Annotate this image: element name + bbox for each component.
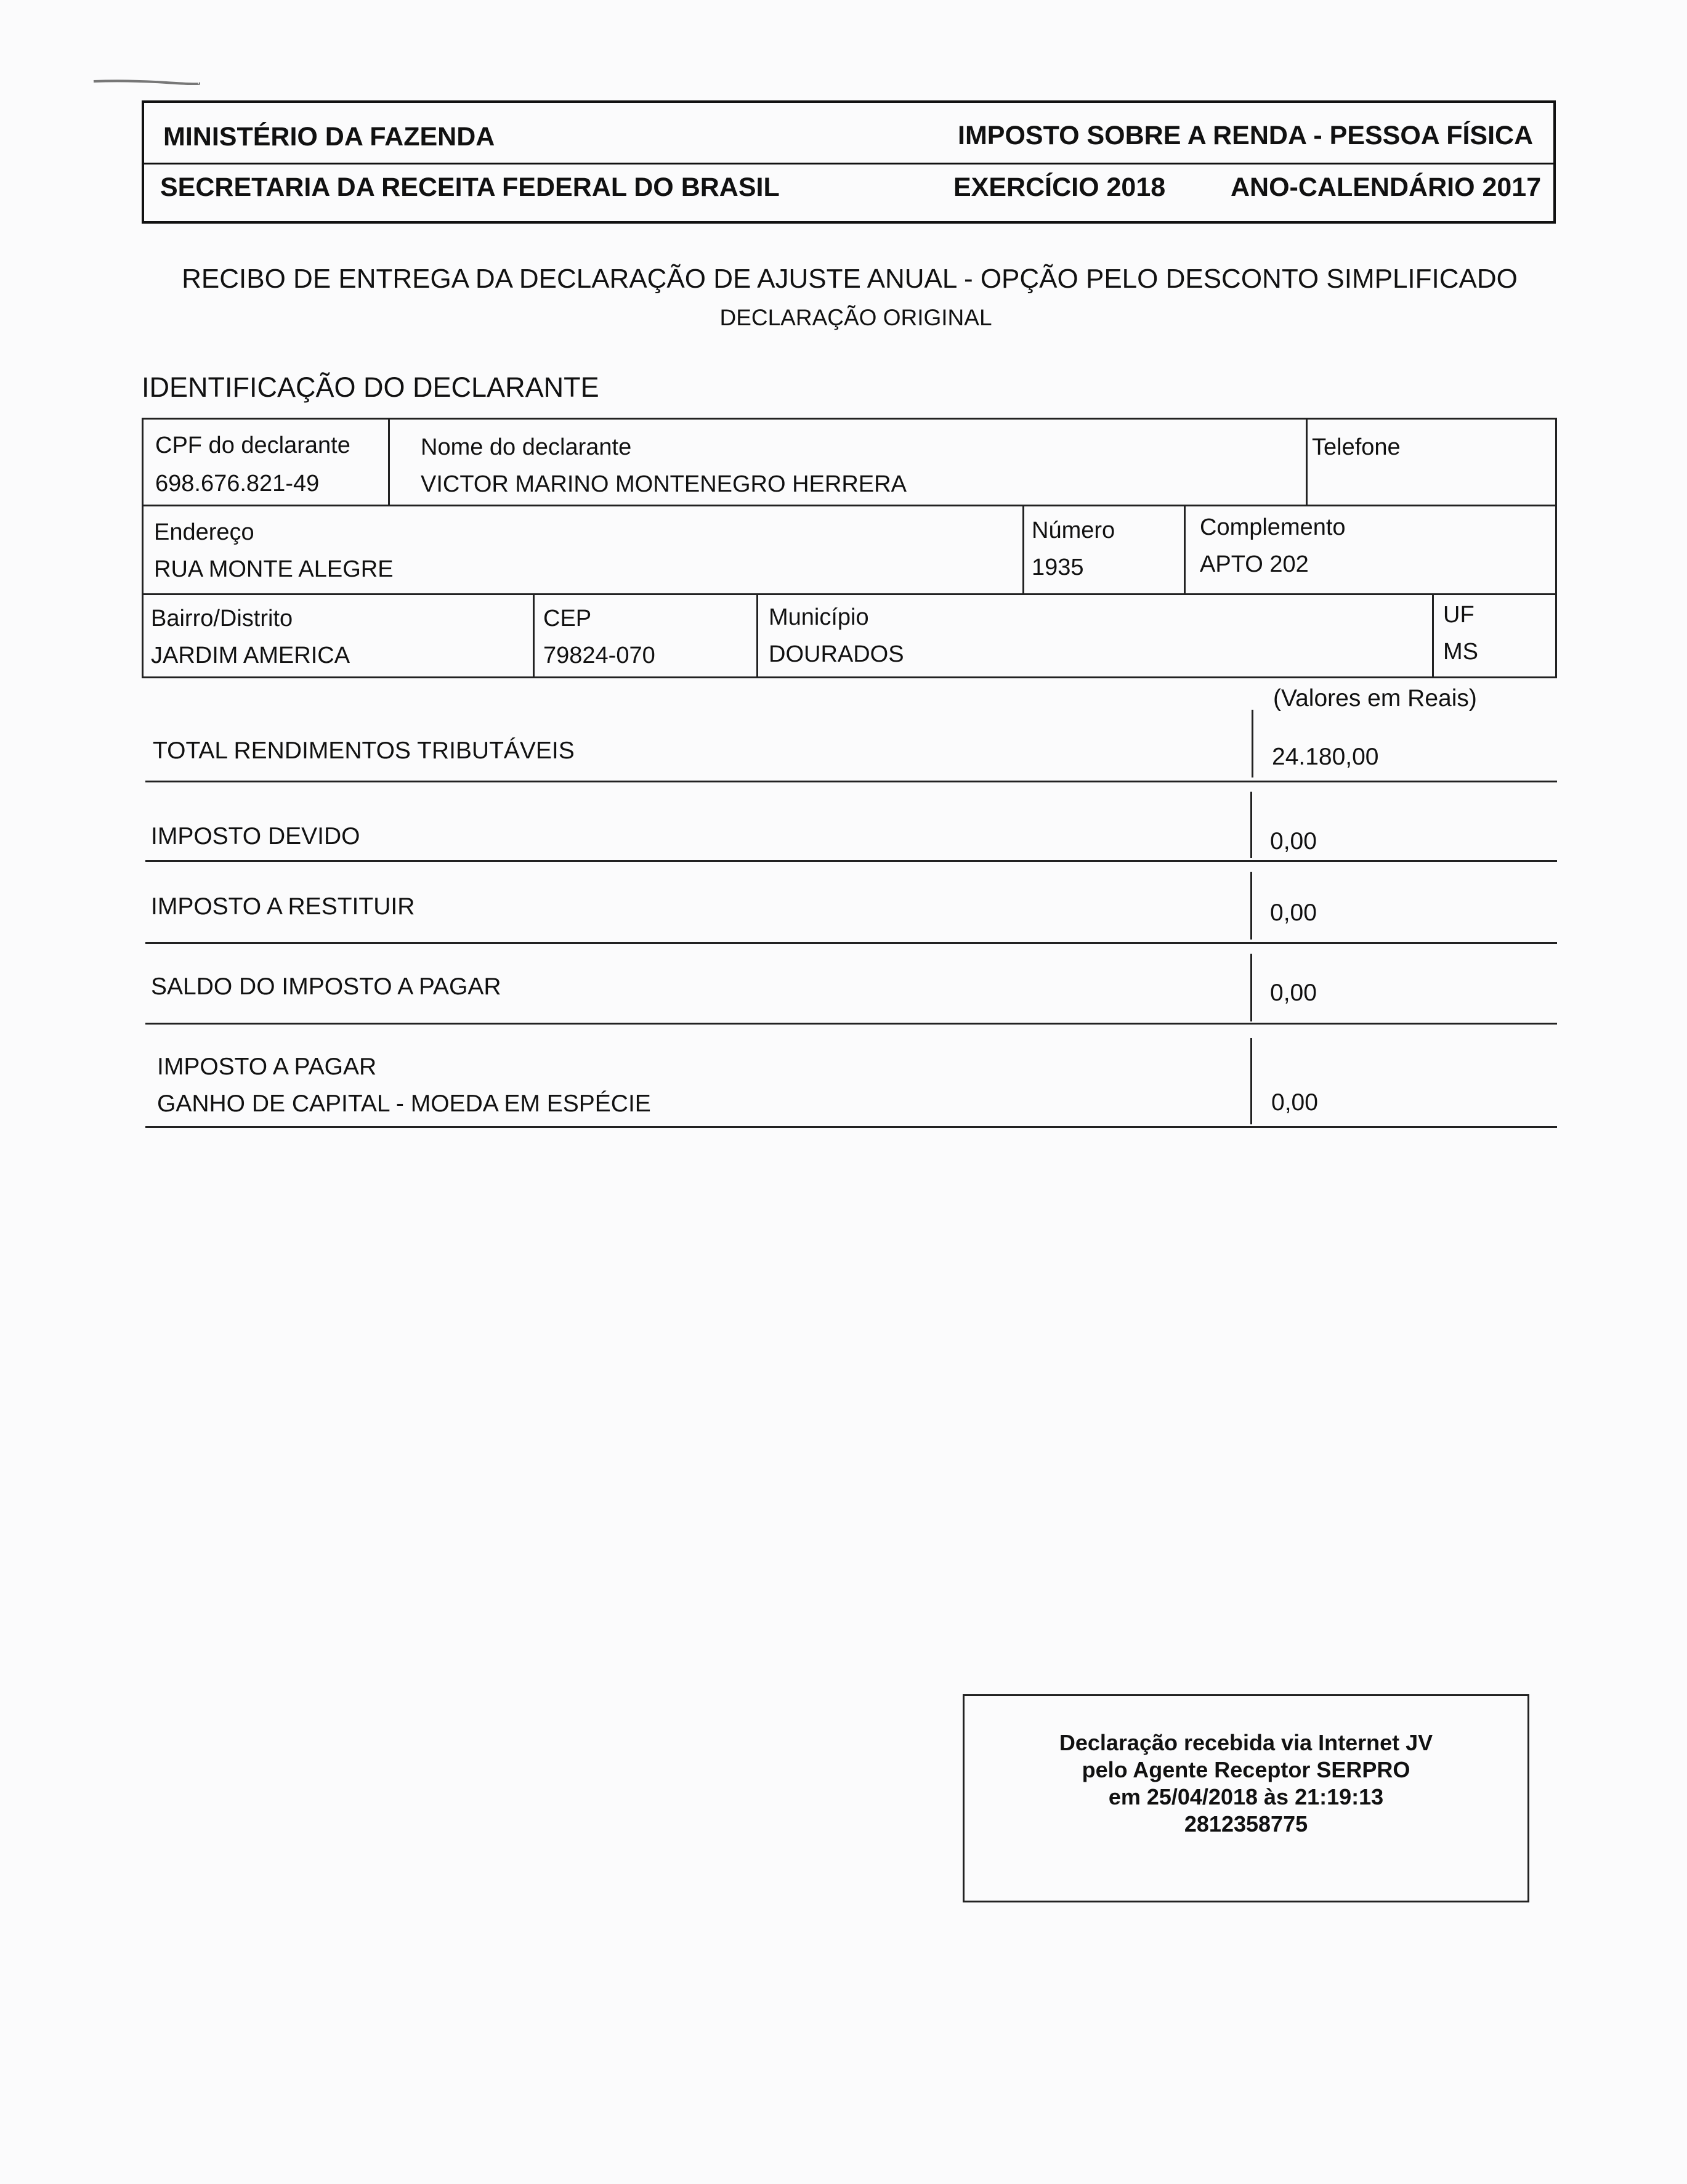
- column-divider: [533, 595, 535, 676]
- district-label: Bairro/Distrito: [151, 606, 293, 631]
- column-divider: [1432, 595, 1434, 676]
- row-divider: [145, 781, 1557, 782]
- value-divider: [1250, 954, 1252, 1021]
- tax-balance-due-value: 0,00: [1270, 980, 1317, 1006]
- identification-section-title: IDENTIFICAÇÃO DO DECLARANTE: [142, 371, 599, 403]
- secretariat-label: SECRETARIA DA RECEITA FEDERAL DO BRASIL: [160, 173, 780, 202]
- city-label: Município: [769, 604, 869, 630]
- cpf-value: 698.676.821-49: [155, 471, 320, 497]
- city-value: DOURADOS: [769, 641, 904, 667]
- number-label: Número: [1032, 518, 1115, 543]
- table-row-divider: [142, 505, 1557, 506]
- name-label: Nome do declarante: [421, 434, 632, 460]
- complement-label: Complemento: [1200, 514, 1346, 540]
- cpf-label: CPF do declarante: [155, 432, 350, 458]
- document-title: RECIBO DE ENTREGA DA DECLARAÇÃO DE AJUSTE ANUAL - OPÇÃO PELO DESCONTO SIMPLIFICADO: [182, 264, 1518, 294]
- value-divider: [1250, 872, 1252, 940]
- table-border-right: [1555, 418, 1557, 678]
- header-divider: [142, 163, 1556, 164]
- row-divider: [145, 942, 1557, 944]
- row-divider: [145, 1126, 1557, 1128]
- receipt-line-2: pelo Agente Receptor SERPRO: [1082, 1757, 1410, 1782]
- capital-gain-label-line1: IMPOSTO A PAGAR: [157, 1053, 377, 1080]
- row-divider: [145, 860, 1557, 862]
- document-subtitle: DECLARAÇÃO ORIGINAL: [719, 305, 992, 330]
- exercise-label: EXERCÍCIO 2018: [953, 173, 1166, 202]
- ministry-label: MINISTÉRIO DA FAZENDA: [163, 122, 495, 152]
- cep-label: CEP: [543, 606, 592, 631]
- row-divider: [145, 1023, 1557, 1025]
- number-value: 1935: [1032, 554, 1084, 580]
- uf-value: MS: [1443, 639, 1478, 665]
- address-label: Endereço: [154, 519, 254, 545]
- total-taxable-income-label: TOTAL RENDIMENTOS TRIBUTÁVEIS: [153, 737, 575, 764]
- tax-refund-label: IMPOSTO A RESTITUIR: [151, 893, 415, 920]
- uf-label: UF: [1443, 602, 1475, 628]
- receipt-line-3: em 25/04/2018 às 21:19:13: [1108, 1784, 1384, 1809]
- table-row-divider: [142, 593, 1557, 595]
- tax-balance-due-label: SALDO DO IMPOSTO A PAGAR: [151, 973, 501, 1000]
- currency-note: (Valores em Reais): [1273, 685, 1477, 712]
- phone-label: Telefone: [1312, 434, 1401, 460]
- value-divider: [1250, 1038, 1252, 1124]
- tax-due-label: IMPOSTO DEVIDO: [151, 823, 360, 850]
- value-divider: [1252, 710, 1253, 777]
- value-divider: [1250, 792, 1252, 858]
- receipt-line-4: 2812358775: [1184, 1811, 1308, 1837]
- column-divider: [388, 418, 390, 505]
- district-value: JARDIM AMERICA: [151, 643, 350, 668]
- header-box: [142, 100, 1556, 224]
- capital-gain-label-line2: GANHO DE CAPITAL - MOEDA EM ESPÉCIE: [157, 1090, 651, 1117]
- complement-value: APTO 202: [1200, 551, 1309, 577]
- name-value: VICTOR MARINO MONTENEGRO HERRERA: [421, 471, 907, 497]
- pen-mark: [92, 79, 200, 85]
- tax-due-value: 0,00: [1270, 828, 1317, 855]
- receipt-line-1: Declaração recebida via Internet JV: [1059, 1730, 1433, 1755]
- column-divider: [756, 595, 758, 676]
- calendar-year-label: ANO-CALENDÁRIO 2017: [1231, 173, 1542, 202]
- tax-type-label: IMPOSTO SOBRE A RENDA - PESSOA FÍSICA: [958, 121, 1534, 150]
- column-divider: [1022, 506, 1024, 593]
- table-border-left: [142, 418, 144, 678]
- capital-gain-value: 0,00: [1271, 1089, 1318, 1116]
- table-border-top: [142, 418, 1557, 420]
- table-border-bottom: [142, 676, 1557, 678]
- tax-refund-value: 0,00: [1270, 899, 1317, 926]
- total-taxable-income-value: 24.180,00: [1272, 744, 1379, 770]
- column-divider: [1306, 418, 1308, 505]
- cep-value: 79824-070: [543, 643, 655, 668]
- column-divider: [1184, 506, 1186, 593]
- address-value: RUA MONTE ALEGRE: [154, 556, 394, 582]
